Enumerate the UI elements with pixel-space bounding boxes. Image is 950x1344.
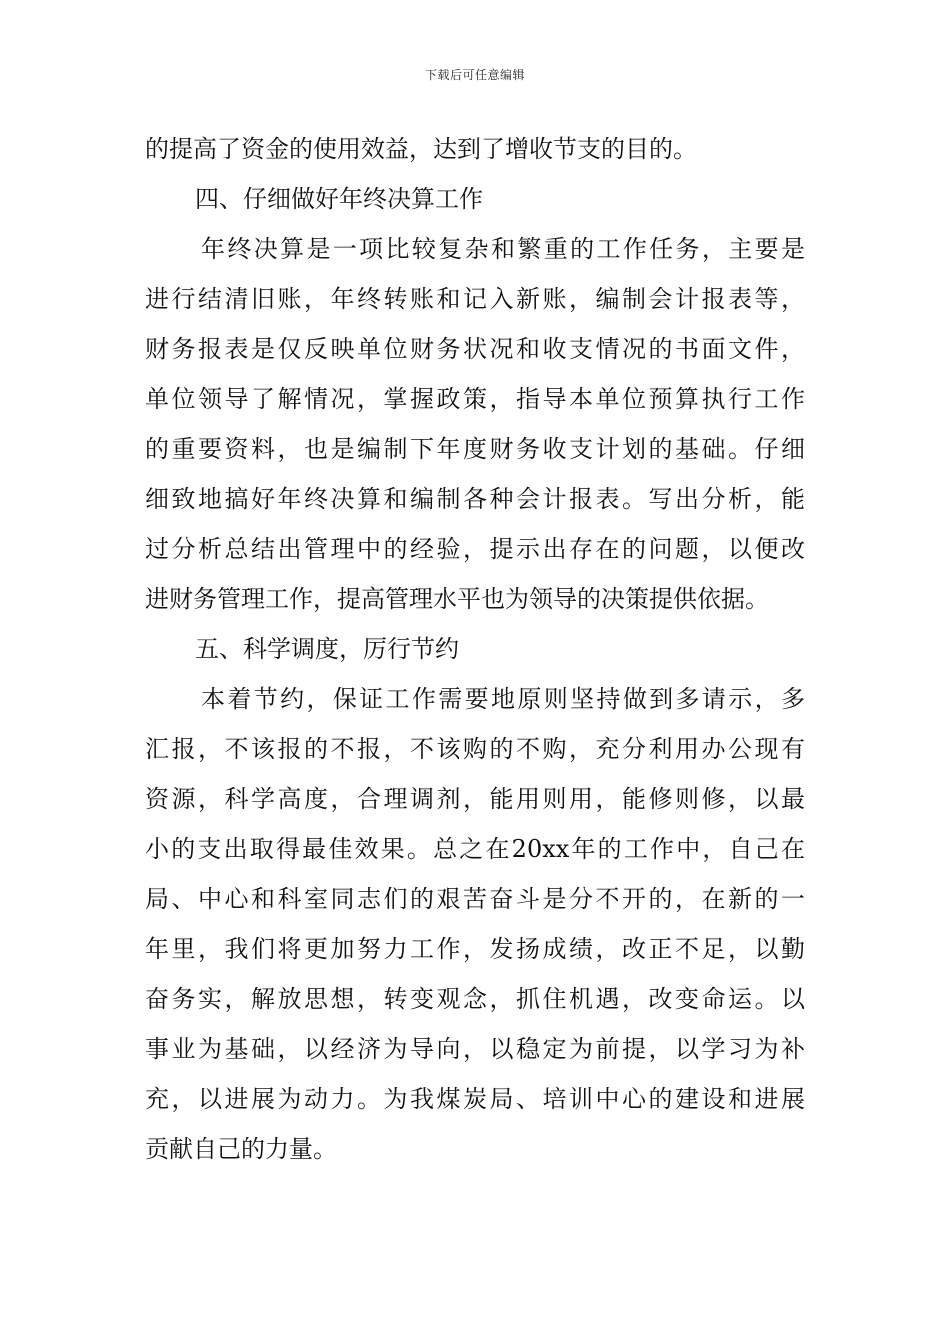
paragraph-line: 单位领导了解情况，掌握政策，指导本单位预算执行工作 — [145, 385, 805, 413]
paragraph-line: 资源，科学高度，合理调剂，能用则用，能修则修，以最 — [145, 785, 805, 813]
paragraph-line: 年里，我们将更加努力工作，发扬成绩，改正不足，以勤 — [145, 935, 805, 963]
paragraph-line: 小的支出取得最佳效果。总之在20xx年的工作中，自己在 — [145, 835, 805, 863]
paragraph-line: 贡献自己的力量。 — [145, 1135, 337, 1163]
paragraph-line: 本着节约，保证工作需要地原则坚持做到多请示，多 — [201, 685, 805, 713]
section-heading: 四、仔细做好年终决算工作 — [195, 185, 483, 213]
paragraph-line: 过分析总结出管理中的经验，提示出存在的问题，以便改 — [145, 535, 805, 563]
paragraph-line: 年终决算是一项比较复杂和繁重的工作任务，主要是 — [201, 235, 805, 263]
paragraph-line: 进行结清旧账，年终转账和记入新账，编制会计报表等， — [145, 285, 805, 313]
page-header: 下载后可任意编辑 — [424, 68, 525, 82]
paragraph-line: 奋务实，解放思想，转变观念，抓住机遇，改变命运。以 — [145, 985, 805, 1013]
paragraph-line: 充，以进展为动力。为我煤炭局、培训中心的建设和进展 — [145, 1085, 805, 1113]
paragraph-line: 进财务管理工作，提高管理水平也为领导的决策提供依据。 — [145, 585, 769, 613]
paragraph-line: 财务报表是仅反映单位财务状况和收支情况的书面文件， — [145, 335, 805, 363]
paragraph-line: 局、中心和科室同志们的艰苦奋斗是分不开的，在新的一 — [145, 885, 805, 913]
paragraph-line: 的提高了资金的使用效益，达到了增收节支的目的。 — [145, 135, 697, 163]
document-body — [145, 124, 805, 1174]
paragraph-line: 事业为基础，以经济为导向，以稳定为前提，以学习为补 — [145, 1035, 805, 1063]
paragraph-line: 的重要资料，也是编制下年度财务收支计划的基础。仔细 — [145, 435, 805, 463]
paragraph-line: 细致地搞好年终决算和编制各种会计报表。写出分析，能 — [145, 485, 805, 513]
section-heading: 五、科学调度，厉行节约 — [195, 635, 459, 663]
paragraph-line: 汇报，不该报的不报，不该购的不购，充分利用办公现有 — [145, 735, 805, 763]
